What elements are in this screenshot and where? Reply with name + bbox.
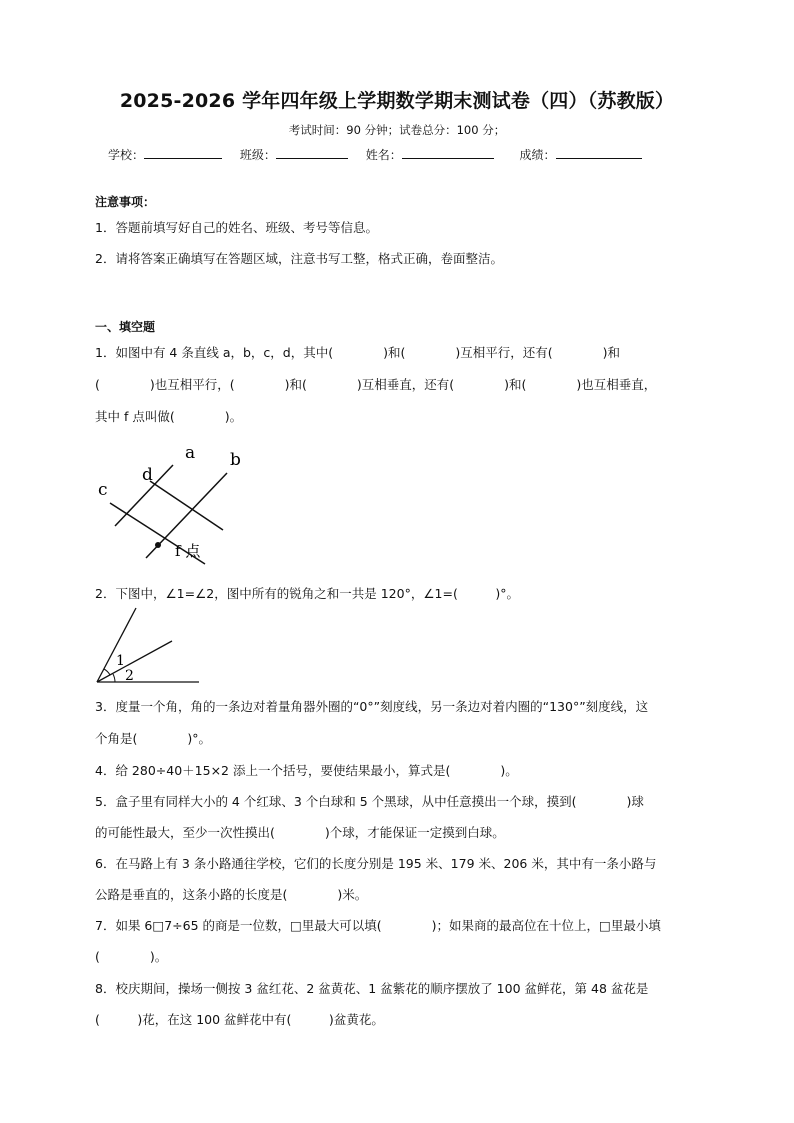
exam-info: 考试时间：90 分钟；试卷总分：100 分；	[288, 123, 506, 137]
question-8-line-1: 8．校庆期间，操场一侧按 3 盆红花、2 盆黄花、1 盆紫花的顺序摆放了 100 盆鲜花，第 48 盆花是	[95, 981, 649, 996]
angle-1-arc	[104, 669, 110, 675]
label-d: d	[142, 465, 153, 485]
school-label: 学校：	[108, 148, 145, 162]
class-blank[interactable]	[276, 146, 348, 159]
question-6-line-1: 6．在马路上有 3 条小路通往学校，它们的长度分别是 195 米、179 米、206 米，其中有一条小路与	[95, 856, 657, 871]
name-label: 姓名：	[365, 148, 402, 162]
question-1-line-2: ( )也互相平行，( )和( )互相垂直，还有( )和( )也互相垂直，	[95, 377, 657, 392]
notice-heading: 注意事项：	[95, 195, 156, 209]
parallel-lines-figure	[95, 440, 275, 565]
question-3-line-2: 个角是( )°。	[95, 731, 212, 746]
angle-2-arc	[113, 674, 115, 682]
student-info-row	[108, 146, 642, 163]
label-f-point: f 点	[175, 542, 201, 560]
page-title: 2025-2026 学年四年级上学期数学期末测试卷（四）（苏教版）	[119, 90, 675, 112]
name-blank[interactable]	[402, 146, 494, 159]
question-1-line-3: 其中 f 点叫做( )。	[95, 409, 243, 424]
question-1-line-1: 1．如图中有 4 条直线 a，b，c，d，其中( )和( )互相平行，还有( )和	[95, 345, 620, 360]
question-5-line-2: 的可能性最大，至少一次性摸出( )个球，才能保证一定摸到白球。	[95, 825, 505, 840]
label-a: a	[185, 443, 196, 463]
section-heading: 一、填空题	[95, 320, 156, 334]
class-label: 班级：	[239, 148, 276, 162]
school-blank[interactable]	[144, 146, 222, 159]
question-7-line-1: 7．如果 6□7÷65 的商是一位数，□里最大可以填( )；如果商的最高位在十位上，□里最小填	[95, 918, 661, 933]
question-5-line-1: 5．盒子里有同样大小的 4 个红球、3 个白球和 5 个黑球，从中任意摸出一个球，摸到( )球	[95, 794, 644, 809]
label-b: b	[230, 450, 241, 470]
question-3-line-1: 3．度量一个角，角的一条边对着量角器外圈的“0°”刻度线，另一条边对着内圈的“130°”刻度线，这	[95, 699, 649, 714]
question-4: 4．给 280÷40＋15×2 添上一个括号，要使结果最小，算式是( )。	[95, 763, 518, 778]
score-label: 成绩：	[519, 148, 556, 162]
question-8-line-2: ( )花，在这 100 盆鲜花中有( )盆黄花。	[95, 1012, 384, 1027]
angle-figure	[92, 602, 202, 687]
notice-item: 2．请将答案正确填写在答题区域，注意书写工整，格式正确，卷面整洁。	[95, 251, 503, 266]
angle-label-2: 2	[125, 668, 134, 684]
question-7-line-2: ( )。	[95, 949, 168, 964]
label-c: c	[98, 480, 108, 500]
notice-item: 1．答题前填写好自己的姓名、班级、考号等信息。	[95, 220, 378, 235]
score-blank[interactable]	[556, 146, 642, 159]
angle-label-1: 1	[116, 653, 125, 669]
question-6-line-2: 公路是垂直的，这条小路的长度是( )米。	[95, 887, 368, 902]
question-2: 2．下图中，∠1=∠2，图中所有的锐角之和一共是 120°，∠1=( )°。	[95, 586, 519, 601]
point-f	[155, 542, 161, 548]
